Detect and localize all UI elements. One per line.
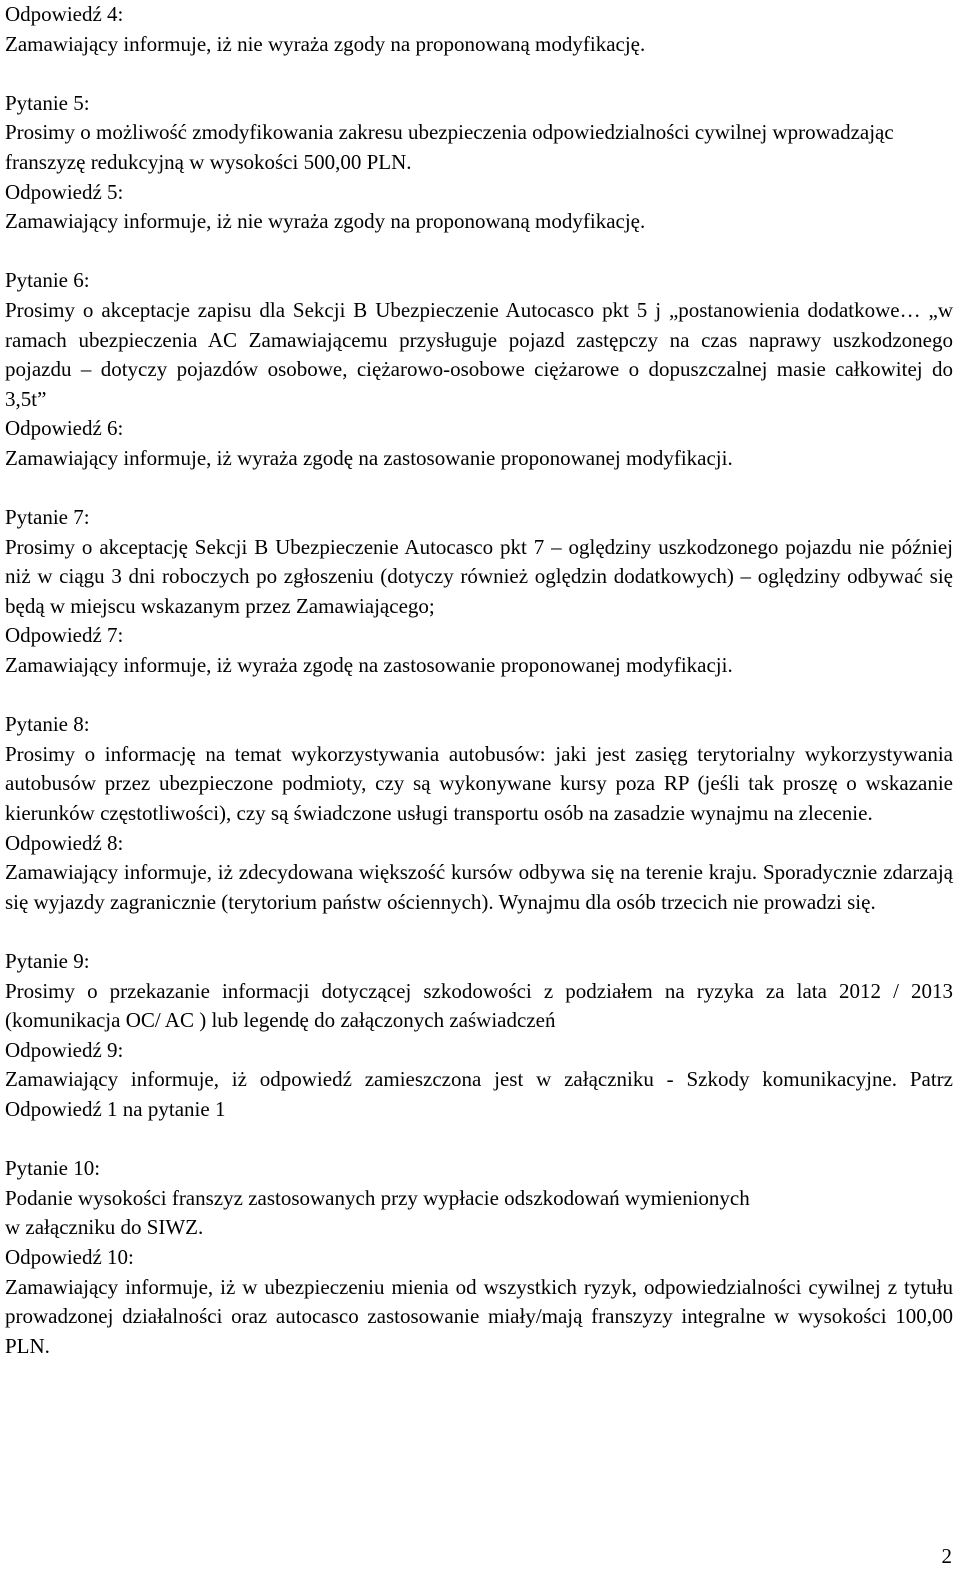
question-7-label: Pytanie 7:: [5, 505, 90, 530]
answer-8-text: Zamawiający informuje, iż zdecydowana większość kursów odbywa się na terenie kraju. Sporadycznie zdarzają się wyjazdy zagranicznie (terytorium państw ościennych). Wynajmu dla osób trzecich nie prowadzi się.: [5, 860, 953, 914]
question-10-label: Pytanie 10:: [5, 1156, 101, 1181]
answer-9-text: Zamawiający informuje, iż odpowiedź zamieszczona jest w załączniku - Szkody komunikacyjne. Patrz Odpowiedź 1 na pytanie 1: [5, 1067, 953, 1121]
page-number: 2: [941, 1544, 952, 1568]
question-6-label: Pytanie 6:: [5, 268, 90, 293]
answer-4-section: [5, 0, 953, 59]
question-5-text: Prosimy o możliwość zmodyfikowania zakresu ubezpieczenia odpowiedzialności cywilnej wprowadzając franszyzę redukcyjną w wysokości 500,00 PLN.: [5, 120, 894, 174]
answer-4-label: Odpowiedź 4:: [5, 2, 124, 26]
answer-9-label: Odpowiedź 9:: [5, 1037, 124, 1062]
question-9-section: [5, 947, 953, 1125]
question-6-text: Prosimy o akceptacje zapisu dla Sekcji B Ubezpieczenie Autocasco pkt 5 j „postanowienia dodatkowe… „w ramach ubezpieczenia AC Zamawiającemu przysługuje pojazd zastępczy na czas naprawy uszkodzonego pojazdu – dotyczy pojazdów osobowe, ciężarowo-osobowe ciężarowe o dopuszczalnej masie całkowitej do 3,5t”: [5, 297, 953, 411]
question-9-text: Prosimy o przekazanie informacji dotyczącej szkodowości z podziałem na ryzyka za lata 2012 / 2013 (komunikacja OC/ AC ) lub legendę do załączonych zaświadczeń: [5, 978, 953, 1033]
question-8-section: [5, 710, 953, 917]
document-page: [5, 0, 953, 1391]
answer-5-text: Zamawiający informuje, iż nie wyraża zgody na proponowaną modyfikację.: [5, 209, 646, 234]
question-10-text-line-1: Podanie wysokości franszyz zastosowanych przy wypłacie odszkodowań wymienionych: [5, 1185, 750, 1210]
answer-6-label: Odpowiedź 6:: [5, 416, 124, 441]
answer-10-text: Zamawiający informuje, iż w ubezpieczeniu mienia od wszystkich ryzyk, odpowiedzialności cywilnej z tytułu prowadzonej działalności oraz autocasco zastosowanie miały/mają franszyzy integralne w wysokości 100,00 PLN.: [5, 1274, 953, 1358]
answer-5-label: Odpowiedź 5:: [5, 179, 124, 204]
question-6-section: [5, 266, 953, 473]
question-7-text: Prosimy o akceptację Sekcji B Ubezpieczenie Autocasco pkt 7 – oględziny uszkodzonego pojazdu nie później niż w ciągu 3 dni roboczych po zgłoszeniu (dotyczy również oględzin dodatkowych) – oględziny odbywać się będą w miejscu wskazanym przez Zamawiającego;: [5, 534, 953, 618]
answer-6-text: Zamawiający informuje, iż wyraża zgodę na zastosowanie proponowanej modyfikacji.: [5, 445, 733, 470]
question-7-section: [5, 503, 953, 681]
question-9-label: Pytanie 9:: [5, 949, 90, 973]
question-5-section: [5, 89, 953, 237]
answer-7-text: Zamawiający informuje, iż wyraża zgodę na zastosowanie proponowanej modyfikacji.: [5, 653, 733, 678]
question-10-text-line-2: w załączniku do SIWZ.: [5, 1215, 204, 1240]
answer-4-text: Zamawiający informuje, iż nie wyraża zgody na proponowaną modyfikację.: [5, 31, 646, 56]
question-10-section: [5, 1154, 953, 1361]
question-8-text: Prosimy o informację na temat wykorzystywania autobusów: jaki jest zasięg terytorialny wykorzystywania autobusów przez ubezpieczone podmioty, czy są wykonywane kursy poza RP (jeśli tak proszę o wskazanie kierunków częstotliwości), czy są świadczone usługi transportu osób na zasadzie wynajmu na zlecenie.: [5, 741, 953, 826]
answer-8-label: Odpowiedź 8:: [5, 830, 124, 855]
answer-7-label: Odpowiedź 7:: [5, 623, 124, 648]
question-8-label: Pytanie 8:: [5, 712, 90, 737]
question-5-label: Pytanie 5:: [5, 90, 90, 115]
answer-10-label: Odpowiedź 10:: [5, 1244, 134, 1269]
